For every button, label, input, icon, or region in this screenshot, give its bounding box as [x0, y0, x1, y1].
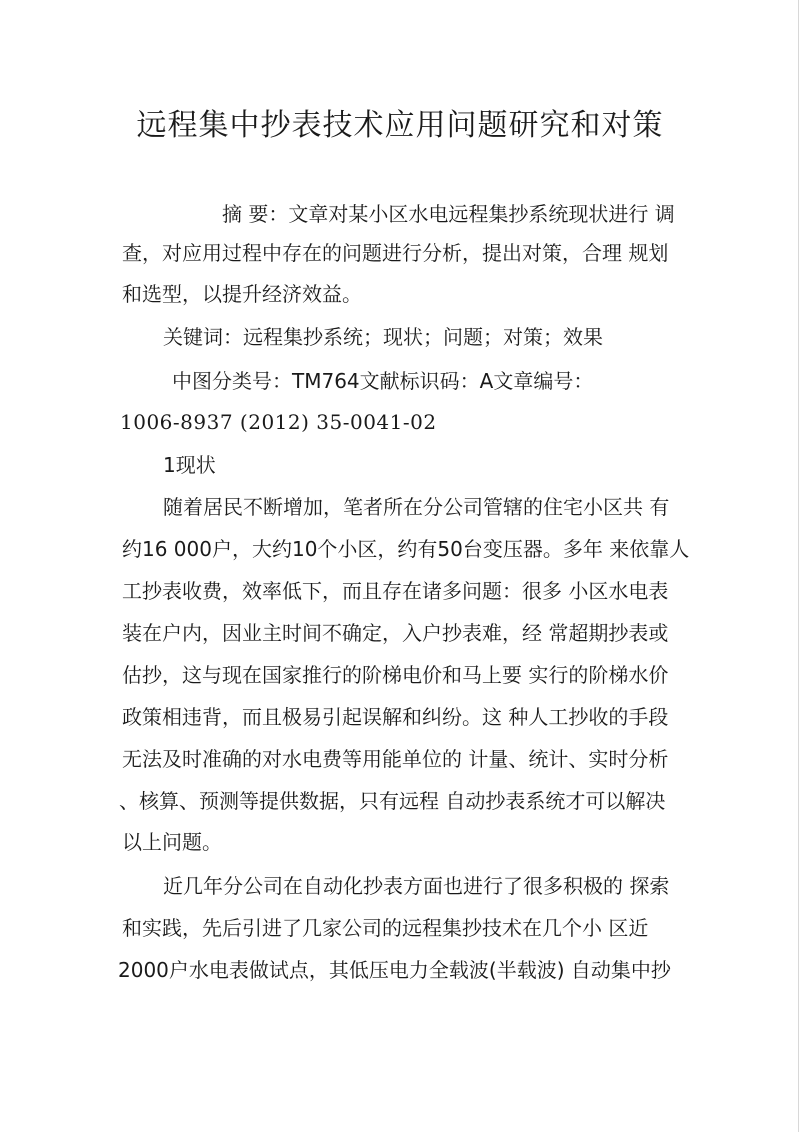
classification-line: 中图分类号：TM764文献标识码：A文章编号： — [172, 369, 594, 393]
paragraph1-line-6: 政策相违背，而且极易引起误解和纠纷。这 种人工抄收的手段 — [122, 705, 669, 729]
paragraph2-line-3: 2000户水电表做试点，其低压电力全载波(半载波) 自动集中抄 — [118, 958, 671, 982]
paragraph2-line-1: 近几年分公司在自动化抄表方面也进行了很多积极的 探索 — [163, 874, 670, 898]
paragraph1-line-1: 随着居民不断增加，笔者所在分公司管辖的住宅小区共 有 — [163, 495, 670, 519]
abstract-line-3: 和选型，以提升经济效益。 — [122, 282, 362, 306]
paragraph1-line-5: 估抄，这与现在国家推行的阶梯电价和马上要 实行的阶梯水价 — [122, 663, 669, 687]
paragraph1-line-3: 工抄表收费，效率低下，而且存在诸多问题：很多 小区水电表 — [122, 579, 669, 603]
paragraph2-line-2: 和实践，先后引进了几家公司的远程集抄技术在几个小 区近 — [122, 916, 649, 940]
abstract-line-2: 查，对应用过程中存在的问题进行分析，提出对策，合理 规划 — [122, 241, 669, 265]
paragraph1-line-4: 装在户内，因业主时间不确定，入户抄表难，经 常超期抄表或 — [122, 621, 669, 645]
paragraph1-line-7: 无法及时准确的对水电费等用能单位的 计量、统计、实时分析 — [122, 747, 669, 771]
page-edge-line — [798, 0, 799, 1132]
abstract-line-1: 摘 要：文章对某小区水电远程集抄系统现状进行 调 — [222, 202, 675, 226]
paragraph1-line-2: 约16 000户，大约10个小区，约有50台变压器。多年 来依靠人 — [122, 537, 690, 561]
document-title: 远程集中抄表技术应用问题研究和对策 — [136, 108, 664, 143]
keywords-line: 关键词：远程集抄系统；现状；问题；对策；效果 — [163, 325, 603, 349]
paragraph1-line-9: 以上问题。 — [122, 830, 222, 854]
paragraph1-line-8: 、核算、预测等提供数据，只有远程 自动抄表系统才可以解决 — [119, 789, 666, 813]
section-heading: 1现状 — [163, 453, 216, 477]
article-number-line: 1006-8937 (2012) 35-0041-02 — [120, 410, 437, 434]
